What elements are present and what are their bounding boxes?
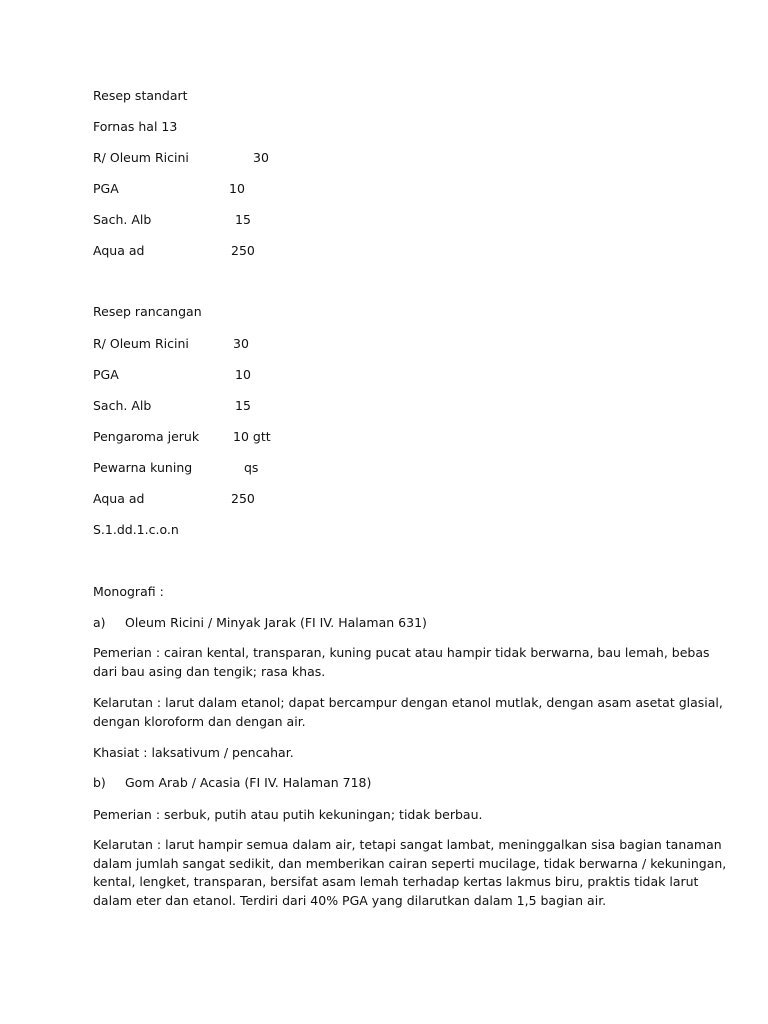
design-item-qty: 250 (231, 491, 255, 506)
monograph-heading: Monografi : (93, 584, 164, 599)
design-item-name: Aqua ad (93, 491, 145, 506)
standard-item-name: R/ Oleum Ricini (93, 150, 189, 165)
standard-item-qty: 15 (235, 212, 251, 227)
monograph-khasiat: Khasiat : laksativum / pencahar. (93, 745, 294, 760)
standard-item-name: PGA (93, 181, 119, 196)
design-item-qty: 10 gtt (233, 429, 271, 444)
paragraph-line: dengan kloroform dan dengan air. (93, 713, 306, 729)
design-item-name: R/ Oleum Ricini (93, 336, 189, 351)
design-item-qty: 15 (235, 398, 251, 413)
design-item-name: PGA (93, 367, 119, 382)
paragraph-line: kental, lengket, transparan, bersifat asam lemah terhadap kertas lakmus biru, praktis tidak larut (93, 874, 699, 889)
paragraph-line: Kelarutan : larut dalam etanol; dapat bercampur dengan etanol mutlak, dengan asam asetat glasial, (93, 695, 723, 710)
standard-item-qty: 30 (253, 150, 269, 165)
design-item-name: Pengaroma jeruk (93, 429, 200, 444)
monograph-paragraph (93, 836, 727, 910)
standard-item-name: Aqua ad (93, 243, 145, 258)
monograph-pemerian: Pemerian : serbuk, putih atau putih kekuningan; tidak berbau. (93, 807, 483, 822)
design-item-name: Pewarna kuning (93, 460, 193, 475)
section-title-design: Resep rancangan (93, 304, 202, 319)
paragraph-line: Kelarutan : larut hampir semua dalam air, tetapi sangat lambat, meninggalkan sisa bagian tanaman (93, 837, 722, 852)
design-item-qty: 10 (235, 367, 251, 382)
standard-item-qty: 10 (229, 181, 245, 196)
paragraph-line: dari bau asing dan tengik; rasa khas. (93, 663, 326, 679)
standard-reference: Fornas hal 13 (93, 119, 178, 134)
signa-text: S.1.dd.1.c.o.n (93, 522, 179, 537)
section-title-standard: Resep standart (93, 88, 188, 103)
design-item-qty: 30 (233, 336, 249, 351)
paragraph-line: dalam jumlah sangat sedikit, dan memberikan cairan seperti mucilage, tidak berwarna / kekuningan, (93, 855, 727, 871)
paragraph-line: Pemerian : cairan kental, transparan, kuning pucat atau hampir tidak berwarna, bau lemah, bebas (93, 645, 710, 660)
monograph-paragraph (93, 694, 723, 731)
monograph-title: Oleum Ricini / Minyak Jarak (FI IV. Halaman 631) (125, 615, 427, 630)
monograph-paragraph (93, 644, 710, 681)
monograph-marker: a) (93, 615, 106, 630)
standard-item-name: Sach. Alb (93, 212, 152, 227)
paragraph-line: dalam eter dan etanol. Terdiri dari 40% PGA yang dilarutkan dalam 1,5 bagian air. (93, 892, 607, 908)
monograph-marker: b) (93, 775, 106, 790)
monograph-title: Gom Arab / Acasia (FI IV. Halaman 718) (125, 775, 372, 790)
design-item-name: Sach. Alb (93, 398, 152, 413)
standard-item-qty: 250 (231, 243, 255, 258)
design-item-qty: qs (244, 460, 259, 475)
